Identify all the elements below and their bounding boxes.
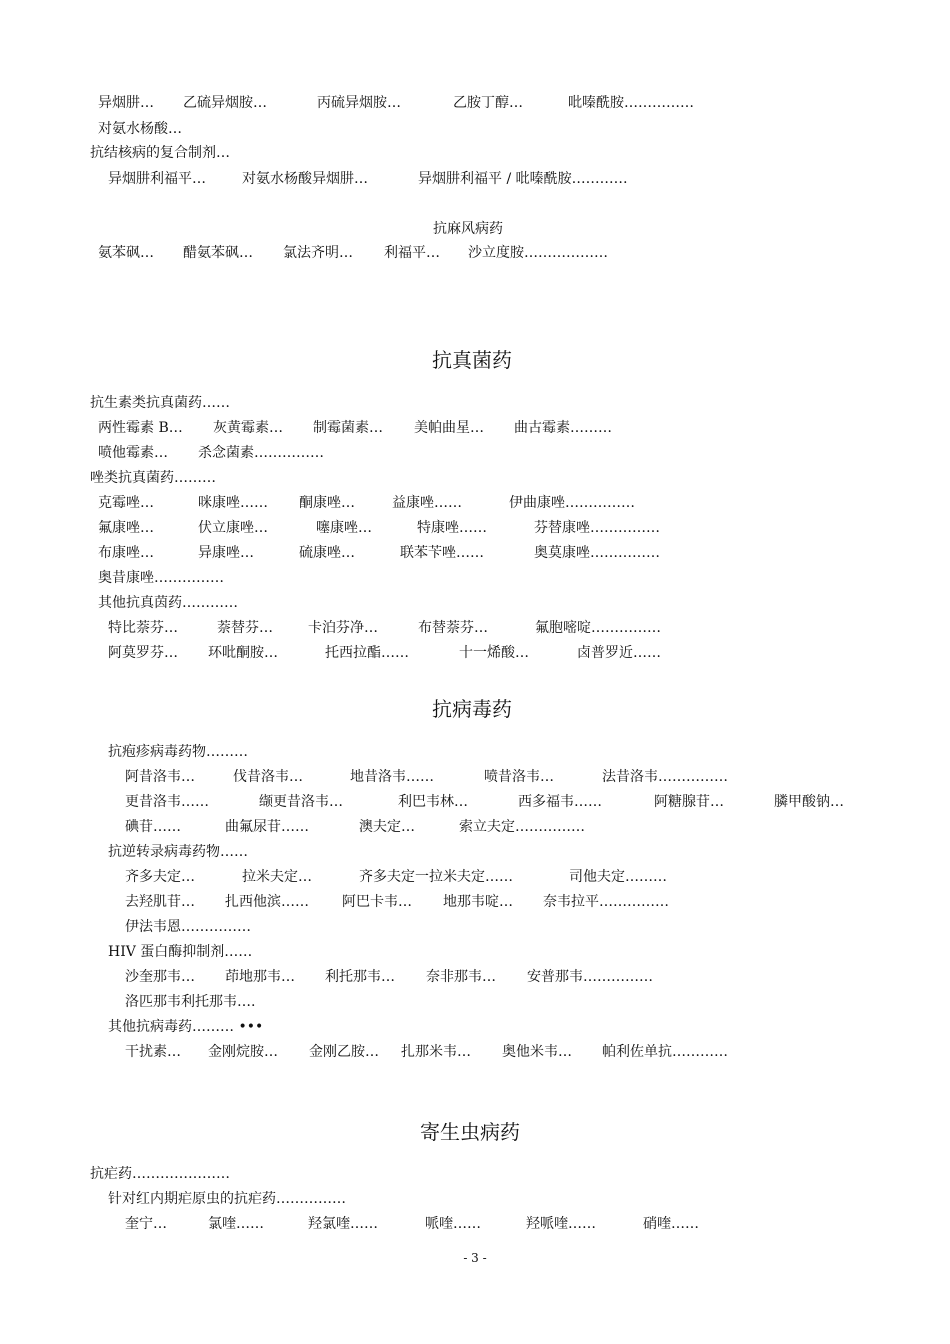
drug-item: 去羟肌苷… [125,894,195,910]
drug-item: 伊曲康唑…………… [509,495,635,511]
drug-item: 吡嗪酰胺…………… [568,95,694,111]
drug-item: 芬替康唑…………… [534,520,660,536]
drug-item: 异烟肼… [98,95,154,111]
drug-item: 拉米夫定… [242,869,312,885]
drug-item: 西多福韦…… [518,794,602,810]
drug-item: 阿莫罗芬… [108,645,178,661]
category-heading: 其他抗病毒药……… ••• [108,1019,264,1035]
drug-item: 硫康唑… [299,545,355,561]
category-heading: 抗逆转录病毒药物…… [108,844,248,860]
drug-item: 曲古霉素……… [514,420,612,436]
category-heading: 抗结核病的复合制剂… [90,145,230,161]
drug-item: 扎西他滨…… [225,894,309,910]
drug-item: 异康唑… [198,545,254,561]
drug-item: 齐多夫定… [125,869,195,885]
drug-item: 地昔洛韦…… [350,769,434,785]
drug-item: 阿糖腺苷… [654,794,724,810]
drug-item: 帕利佐单抗………… [602,1044,728,1060]
drug-item: 氯喹…… [208,1216,264,1232]
drug-item: 美帕曲星… [414,420,484,436]
drug-item: 乙胺丁醇… [453,95,523,111]
drug-item: 沙立度胺……………… [468,245,608,261]
drug-item: 奎宁… [125,1216,167,1232]
drug-item: 洛匹那韦利托那韦…. [125,994,256,1010]
drug-item: 托西拉酯…… [325,645,409,661]
drug-item: 利托那韦… [325,969,395,985]
drug-item: 醋氨苯砜… [183,245,253,261]
section-title: 抗病毒药 [432,697,512,721]
drug-item: 灰黄霉素… [213,420,283,436]
drug-item: 十一烯酸… [459,645,529,661]
category-heading: 抗生素类抗真菌药…… [90,395,230,411]
category-heading: 针对红内期疟原虫的抗疟药…………… [108,1191,346,1207]
drug-item: 异烟肼利福平 / 吡嗪酰胺………… [418,171,628,187]
category-heading: 其他抗真茵药………… [98,595,238,611]
drug-item: 司他夫定……… [569,869,667,885]
category-heading: 抗疟药………………… [90,1166,230,1182]
drug-item: 法昔洛韦…………… [602,769,728,785]
drug-item: 索立夫定…………… [459,819,585,835]
drug-item: 布康唑… [98,545,154,561]
drug-item: 联苯苄唑…… [400,545,484,561]
drug-item: 缬更昔洛韦… [259,794,343,810]
drug-item: 地那韦啶… [443,894,513,910]
drug-item: 氟胞嘧啶…………… [535,620,661,636]
drug-item: 茚地那韦… [225,969,295,985]
drug-item: 奈非那韦… [426,969,496,985]
drug-item: 丙硫异烟胺… [317,95,401,111]
drug-item: 更昔洛韦…… [125,794,209,810]
drug-item: 环吡酮胺… [208,645,278,661]
drug-item: 奥昔康唑…………… [98,570,224,586]
drug-item: 金刚烷胺… [208,1044,278,1060]
drug-item: 喷昔洛韦… [484,769,554,785]
category-heading: 唑类抗真菌药……… [90,470,216,486]
drug-item: 齐多夫定一拉米夫定…… [359,869,513,885]
drug-item: 氟康唑… [98,520,154,536]
drug-item: 膦甲酸钠… [774,794,844,810]
drug-item: 阿昔洛韦… [125,769,195,785]
drug-item: 两性霉素 B… [98,420,183,436]
drug-item: 益康唑…… [392,495,462,511]
drug-item: 卤普罗近…… [577,645,661,661]
drug-item: 特康唑…… [417,520,487,536]
drug-item: 利巴韦林… [398,794,468,810]
drug-item: 酮康唑… [299,495,355,511]
drug-item: 噻康唑… [316,520,372,536]
drug-item: 澳夫定… [359,819,415,835]
drug-item: 沙奎那韦… [125,969,195,985]
section-title: 抗真菌药 [432,348,512,372]
drug-item: 氯法齐明… [283,245,353,261]
drug-item: 羟氯喹…… [308,1216,378,1232]
drug-item: 布替萘芬… [418,620,488,636]
category-heading: HIV 蛋白酶抑制剂…… [108,944,253,960]
page-number: - 3 - [463,1251,487,1265]
section-title: 寄生虫病药 [420,1120,520,1144]
drug-item: 奥他米韦… [502,1044,572,1060]
drug-item: 制霉菌素… [313,420,383,436]
drug-item: 异烟肼利福平… [108,171,206,187]
drug-item: 曲氟尿苷…… [225,819,309,835]
drug-item: 伐昔洛韦… [233,769,303,785]
drug-item: 奥莫康唑…………… [534,545,660,561]
subsection-title: 抗麻风病药 [433,221,503,237]
drug-item: 碘苷…… [125,819,181,835]
drug-item: 萘替芬… [217,620,273,636]
drug-item: 羟哌喹…… [526,1216,596,1232]
drug-item: 安普那韦…………… [527,969,653,985]
drug-item: 特比萘芬… [108,620,178,636]
drug-item: 喷他霉素… [98,445,168,461]
drug-item: 硝喹…… [643,1216,699,1232]
category-heading: 抗疱疹病毒药物……… [108,744,248,760]
drug-item: 伊法韦恩…………… [125,919,251,935]
drug-item: 对氨水杨酸异烟肼… [242,171,368,187]
drug-item: 乙硫异烟胺… [183,95,267,111]
drug-item: 克霉唑… [98,495,154,511]
drug-item: 奈韦拉平…………… [543,894,669,910]
drug-item: 伏立康唑… [198,520,268,536]
drug-item: 金刚乙胺… [309,1044,379,1060]
drug-item: 利福平… [384,245,440,261]
drug-item: 扎那米韦… [401,1044,471,1060]
drug-item: 氨苯砜… [98,245,154,261]
drug-item: 卡泊芬净… [308,620,378,636]
drug-item: 干扰素… [125,1044,181,1060]
drug-item: 哌喹…… [425,1216,481,1232]
drug-item: 杀念菌素…………… [198,445,324,461]
drug-item: 阿巴卡韦… [342,894,412,910]
drug-item: 咪康唑…… [198,495,268,511]
drug-item: 对氨水杨酸… [98,121,182,137]
